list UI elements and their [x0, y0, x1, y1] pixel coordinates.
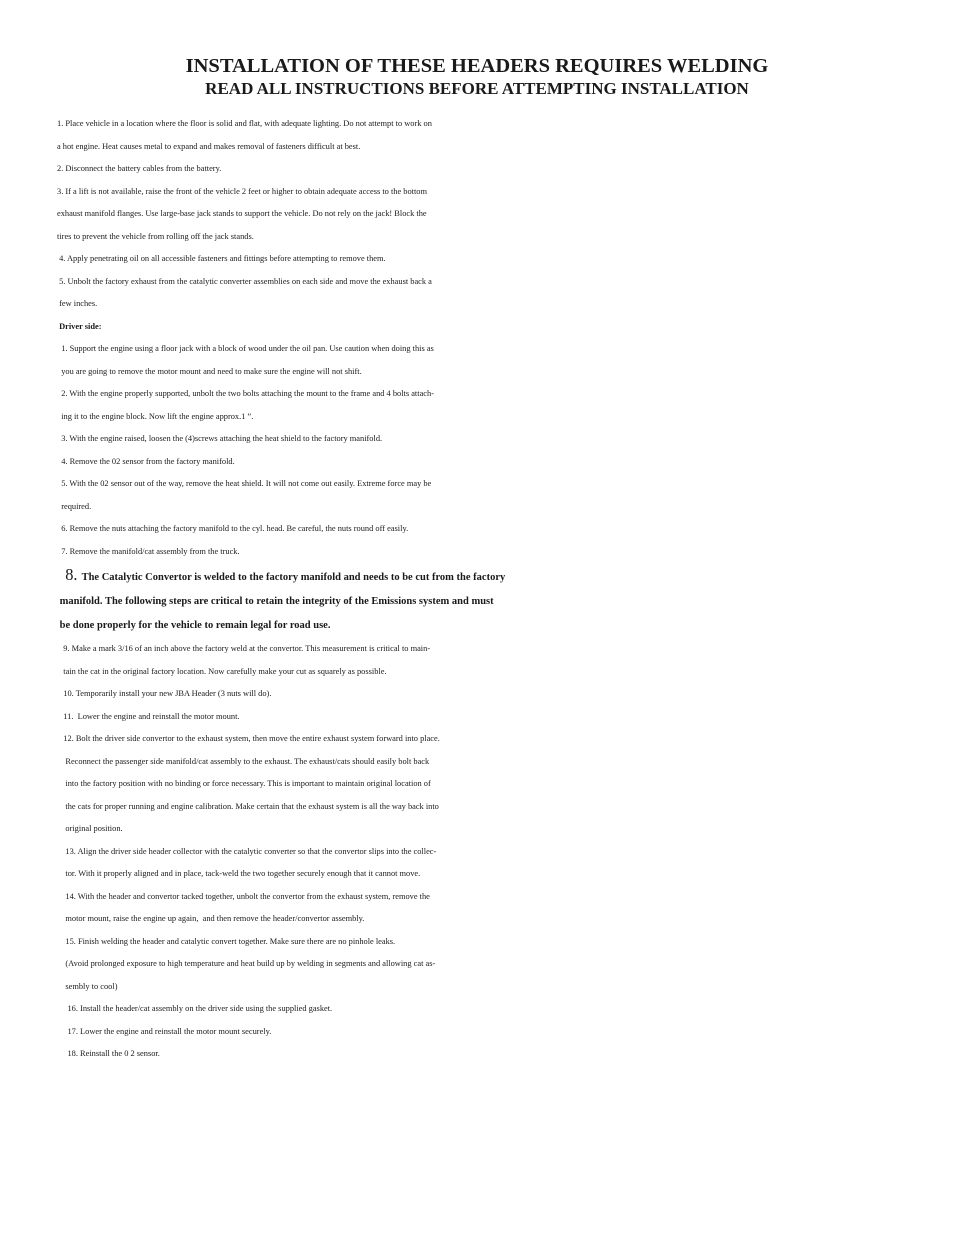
- driver-step-18: 18. Reinstall the 0 2 sensor.: [57, 1049, 160, 1058]
- driver-step-12-line-2: Reconnect the passenger side manifold/cat assembly to the exhaust. The exhaust/cats should easily bolt back: [57, 756, 430, 766]
- driver-step-4: 4. Remove the 02 sensor from the factory manifold.: [57, 456, 235, 466]
- driver-step-1-line-2: you are going to remove the motor mount and need to make sure the engine will not shift.: [57, 366, 362, 376]
- driver-step-14-line-1: 14. With the header and convertor tacked together, unbolt the convertor from the exhaust system, remove the: [57, 891, 430, 901]
- driver-step-2-line-1: 2. With the engine properly supported, unbolt the two bolts attaching the mount to the frame and 4 bolts attach-: [57, 389, 434, 398]
- driver-step-5-line-2: required.: [57, 501, 92, 511]
- driver-step-10: 10. Temporarily install your new JBA Header (3 nuts will do).: [57, 689, 272, 698]
- driver-step-17: 17. Lower the engine and reinstall the motor mount securely.: [57, 1026, 272, 1036]
- driver-step-1-line-1: 1. Support the engine using a floor jack with a block of wood under the oil pan. Use caution when doing this as: [57, 344, 434, 353]
- driver-step-8-number: 8.: [57, 565, 82, 584]
- driver-step-3: 3. With the engine raised, loosen the (4)screws attaching the heat shield to the factory manifold.: [57, 434, 383, 443]
- driver-step-2-line-2: ing it to the engine block. Now lift the engine approx.1 ”.: [57, 411, 254, 421]
- general-step-5-line-1: 5. Unbolt the factory exhaust from the catalytic converter assemblies on each side and move the exhaust back a: [57, 276, 432, 286]
- driver-step-15: 15. Finish welding the header and catalytic convert together. Make sure there are no pinhole leaks.: [57, 936, 396, 946]
- general-step-4: 4. Apply penetrating oil on all accessible fasteners and fittings before attempting to remove them.: [57, 254, 386, 263]
- general-step-5-line-2: few inches.: [57, 299, 98, 308]
- driver-step-8-text: The Catalytic Convertor is welded to the factory manifold and needs to be cut from the factory: [81, 572, 506, 583]
- driver-step-13-line-2: tor. With it properly aligned and in place, tack-weld the two together securely enough that it cannot move.: [57, 869, 421, 878]
- instructions-body: [0, 113, 954, 1066]
- driver-step-8-line-1: [0, 563, 954, 590]
- driver-step-9-line-1: 9. Make a mark 3/16 of an inch above the factory weld at the convertor. This measurement is critical to main-: [57, 644, 431, 653]
- driver-step-12-line-4: the cats for proper running and engine calibration. Make certain that the exhaust system is all the way back into: [57, 801, 439, 811]
- driver-step-12-line-1: 12. Bolt the driver side convertor to the exhaust system, then move the entire exhaust system forward into place.: [57, 734, 440, 743]
- driver-step-8-line-3: be done properly for the vehicle to remain legal for road use.: [57, 620, 331, 631]
- driver-step-16: 16. Install the header/cat assembly on the driver side using the supplied gasket.: [57, 1004, 333, 1013]
- driver-step-9-line-2: tain the cat in the original factory location. Now carefully make your cut as squarely as possible.: [57, 666, 387, 676]
- driver-step-8-line-2: manifold. The following steps are critical to retain the integrity of the Emissions system and must: [57, 596, 494, 607]
- driver-step-13-line-1: 13. Align the driver side header collector with the catalytic converter so that the convertor slips into the collec-: [57, 846, 437, 856]
- general-step-3-line-1: 3. If a lift is not available, raise the front of the vehicle 2 feet or higher to obtain adequate access to the bottom: [57, 186, 427, 196]
- page-title: INSTALLATION OF THESE HEADERS REQUIRES WELDING: [185, 55, 769, 77]
- driver-step-7: 7. Remove the manifold/cat assembly from the truck.: [57, 546, 240, 556]
- driver-step-6: 6. Remove the nuts attaching the factory manifold to the cyl. head. Be careful, the nuts round off easily.: [57, 524, 409, 533]
- general-step-3-line-3: tires to prevent the vehicle from rolling off the jack stands.: [57, 231, 254, 241]
- driver-side-heading: Driver side:: [57, 321, 102, 331]
- driver-step-15-note-line-2: sembly to cool): [57, 981, 118, 991]
- general-step-1-line-2: a hot engine. Heat causes metal to expand and makes removal of fasteners difficult at best.: [57, 141, 361, 151]
- driver-step-5-line-1: 5. With the 02 sensor out of the way, remove the heat shield. It will not come out easily. Extreme force may be: [57, 479, 432, 488]
- driver-step-12-line-3: into the factory position with no binding or force necessary. This is important to maintain original location of: [57, 779, 431, 788]
- general-step-1-line-1: 1. Place vehicle in a location where the floor is solid and flat, with adequate lighting. Do not attempt to work on: [57, 119, 432, 128]
- general-step-2: 2. Disconnect the battery cables from the battery.: [57, 164, 222, 173]
- driver-step-14-line-2: motor mount, raise the engine up again, and then remove the header/convertor assembly.: [57, 914, 365, 923]
- driver-step-15-note-line-1: (Avoid prolonged exposure to high temperature and heat build up by welding in segments and allowing cat as-: [57, 959, 436, 968]
- driver-step-12-line-5: original position.: [57, 824, 123, 833]
- driver-step-11: 11. Lower the engine and reinstall the motor mount.: [57, 711, 240, 721]
- page-subtitle: READ ALL INSTRUCTIONS BEFORE ATTEMPTING INSTALLATION: [205, 79, 749, 98]
- general-step-3-line-2: exhaust manifold flanges. Use large-base jack stands to support the vehicle. Do not rely on the jack! Block the: [57, 209, 427, 218]
